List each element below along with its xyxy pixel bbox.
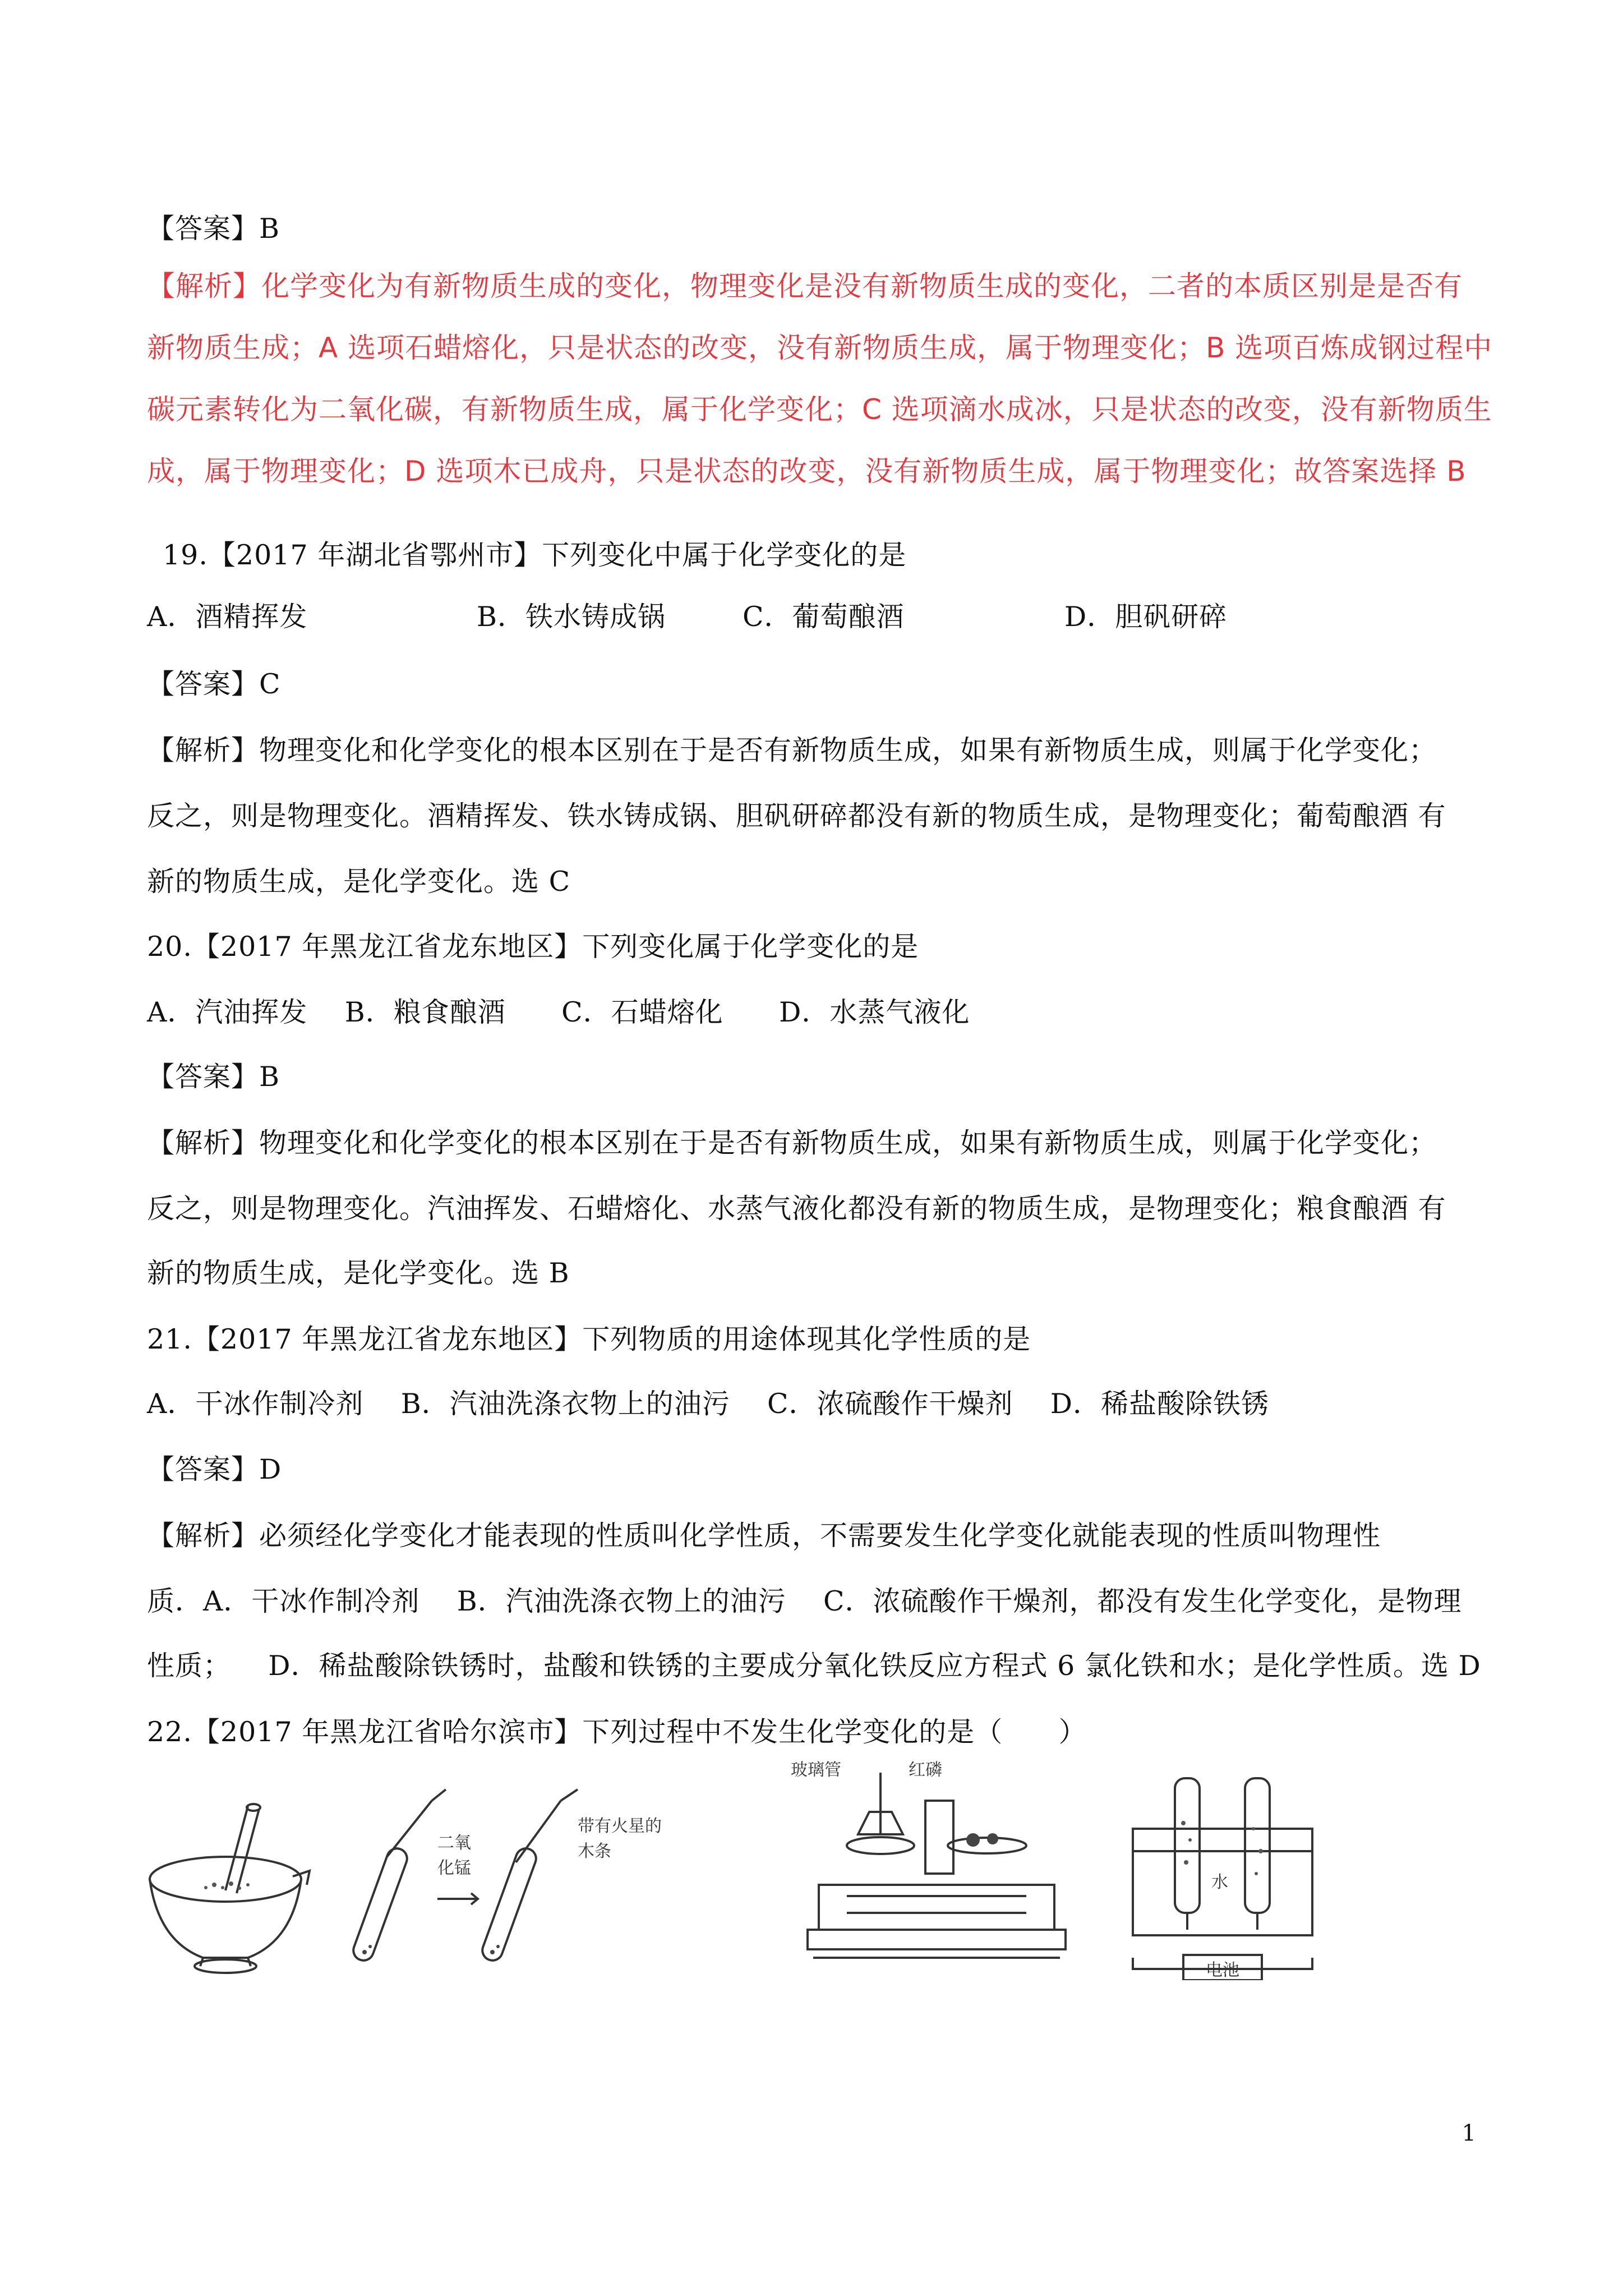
figure-balance-phosphorus <box>780 1756 1071 1980</box>
analysis-18-line-2: 新物质生成；A 选项石蜡熔化，只是状态的改变，没有新物质生成，属于物理变化；B 选项百炼成钢过程中 <box>147 332 1493 364</box>
figure-mortar-pestle <box>147 1795 315 1980</box>
fig-b-label-mno2-2: 化锰 <box>437 1858 471 1878</box>
analysis-21-line-3: 性质； D．稀盐酸除铁锈时，盐酸和铁锈的主要成分氧化铁反应方程式 6 氯化铁和水；是化学性质。选 D <box>147 1650 1481 1682</box>
analysis-19-line-2: 反之，则是物理变化。酒精挥发、铁水铸成锅、胆矾研碎都没有新的物质生成，是物理变化；葡萄酿酒 有 <box>147 800 1446 832</box>
test-tubes-icon <box>348 1778 695 1980</box>
analysis-21-line-2: 质．A．干冰作制冷剂 B．汽油洗涤衣物上的油污 C．浓硫酸作干燥剂，都没有发生化学变化，是物理 <box>147 1585 1462 1617</box>
q19-option-a: A．酒精挥发 <box>147 601 308 633</box>
fig-b-label-splint-1: 带有火星的 <box>578 1816 662 1836</box>
mortar-pestle-icon <box>147 1795 315 1980</box>
analysis-18-line-4: 成，属于物理变化；D 选项木已成舟，只是状态的改变，没有新物质生成，属于物理变化；故答案选择 B <box>147 455 1467 487</box>
fig-d-label-battery: 电池 <box>1206 1961 1239 1980</box>
analysis-20-line-1: 【解析】物理变化和化学变化的根本区别在于是否有新物质生成，如果有新物质生成，则属于化学变化； <box>147 1127 1437 1159</box>
answer-19: 【答案】C <box>147 668 281 700</box>
figure-test-tubes-splint <box>348 1778 695 1980</box>
question-21-options: A．干冰作制冷剂 B．汽油洗涤衣物上的油污 C．浓硫酸作干燥剂 D．稀盐酸除铁锈 <box>147 1388 1270 1420</box>
answer-20: 【答案】B <box>147 1061 280 1093</box>
fig-b-label-splint-2: 木条 <box>578 1842 611 1861</box>
fig-c-label-glass-tube: 玻璃管 <box>791 1760 841 1780</box>
answer-21: 【答案】D <box>147 1453 282 1485</box>
page-number: 1 <box>1461 2120 1476 2146</box>
q19-option-b: B．铁水铸成锅 <box>477 601 666 633</box>
analysis-21-line-1: 【解析】必须经化学变化才能表现的性质叫化学性质，不需要发生化学变化就能表现的性质叫物理性 <box>147 1520 1381 1552</box>
fig-b-label-mno2-1: 二氧 <box>437 1833 471 1853</box>
analysis-18-line-3: 碳元素转化为二氧化碳，有新物质生成，属于化学变化；C 选项滴水成冰，只是状态的改变，没有新物质生 <box>147 393 1492 426</box>
fig-d-label-water: 水 <box>1211 1872 1228 1892</box>
analysis-20-line-3: 新的物质生成，是化学变化。选 B <box>147 1257 570 1289</box>
analysis-18-line-1: 【解析】化学变化为有新物质生成的变化，物理变化是没有新物质生成的变化，二者的本质区别是是否有 <box>147 270 1463 302</box>
q19-option-d: D．胆矾研碎 <box>1064 601 1228 633</box>
analysis-19-line-3: 新的物质生成，是化学变化。选 C <box>147 866 571 898</box>
question-20-options: A．汽油挥发 B．粮食酿酒 C．石蜡熔化 D．水蒸气液化 <box>147 996 970 1028</box>
balance-icon <box>780 1756 1071 1980</box>
answer-18: 【答案】B <box>147 213 280 245</box>
q19-option-c: C．葡萄酿酒 <box>743 601 905 633</box>
question-20-stem: 20.【2017 年黑龙江省龙东地区】下列变化属于化学变化的是 <box>147 931 919 963</box>
question-21-stem: 21.【2017 年黑龙江省龙东地区】下列物质的用途体现其化学性质的是 <box>147 1323 1031 1355</box>
fig-c-label-red-phosphorus: 红磷 <box>909 1760 942 1780</box>
analysis-20-line-2: 反之，则是物理变化。汽油挥发、石蜡熔化、水蒸气液化都没有新的物质生成，是物理变化；粮食酿酒 有 <box>147 1193 1446 1225</box>
question-22-stem: 22.【2017 年黑龙江省哈尔滨市】下列过程中不发生化学变化的是（ ） <box>147 1716 1087 1748</box>
figure-electrolysis <box>1122 1767 1324 1980</box>
question-19-stem: 19.【2017 年湖北省鄂州市】下列变化中属于化学变化的是 <box>163 539 907 571</box>
analysis-19-line-1: 【解析】物理变化和化学变化的根本区别在于是否有新物质生成，如果有新物质生成，则属于化学变化； <box>147 734 1437 766</box>
